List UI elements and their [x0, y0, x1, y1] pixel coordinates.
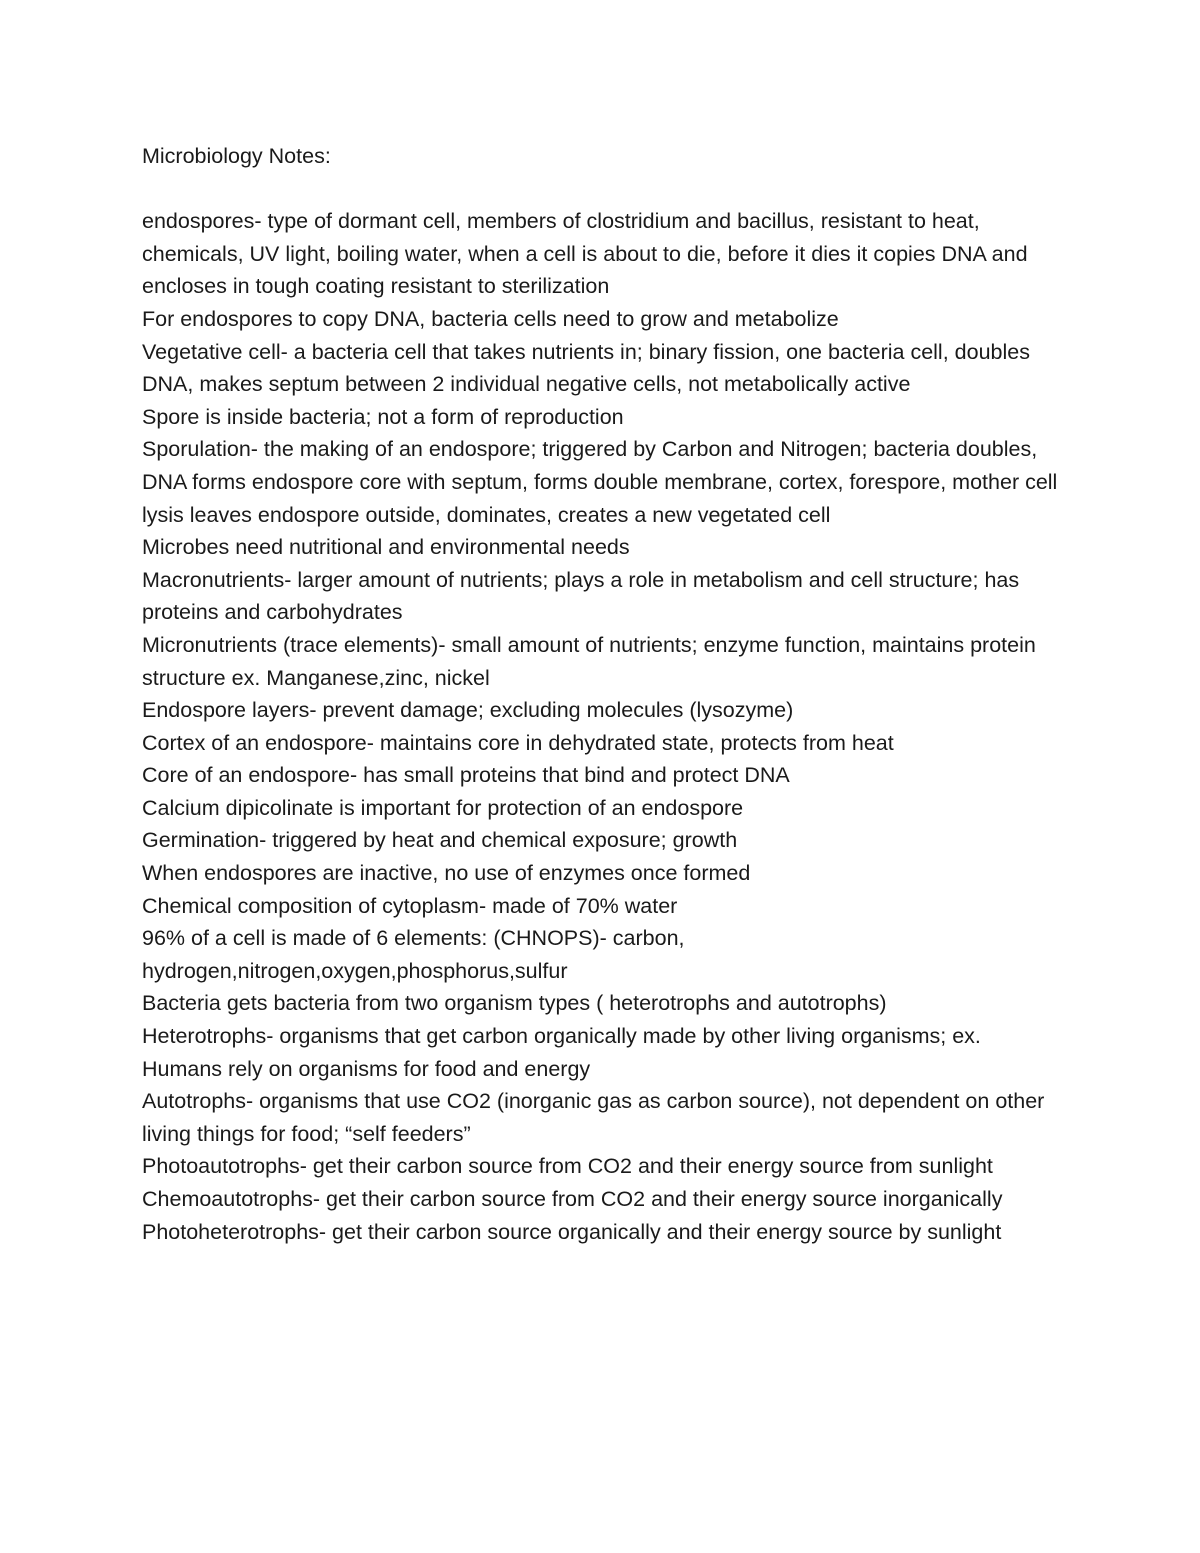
note-line: For endospores to copy DNA, bacteria cells need to grow and metabolize [142, 306, 839, 331]
document-title: Microbiology Notes: [142, 144, 331, 168]
note-line: Macronutrients- larger amount of nutrients; plays a role in metabolism and cell structure; has proteins and carbohydrates [142, 567, 1020, 625]
note-line: Micronutrients (trace elements)- small amount of nutrients; enzyme function, maintains protein structure ex. Manganese,zinc, nickel [142, 632, 1036, 690]
note-line: Photoheterotrophs- get their carbon source organically and their energy source by sunlight [142, 1219, 1002, 1244]
note-line: Germination- triggered by heat and chemical exposure; growth [142, 828, 738, 853]
note-line: Cortex of an endospore- maintains core in dehydrated state, protects from heat [142, 730, 894, 755]
note-line: Autotrophs- organisms that use CO2 (inorganic gas as carbon source), not dependent on other living things for food; “self feeders” [142, 1089, 1045, 1146]
document-body [142, 140, 1062, 1248]
note-line: Microbes need nutritional and environmental needs [142, 535, 630, 560]
note-line: endospores- type of dormant cell, members of clostridium and bacillus, resistant to heat, chemicals, UV light, boiling water, when a cell is about to die, before it dies it copies DNA and encloses in tough coating resistant to sterilization [142, 209, 1028, 299]
note-line: Sporulation- the making of an endospore; triggered by Carbon and Nitrogen; bacteria doubles, DNA forms endospore core with septum, forms double membrane, cortex, forespore, mother cell lysis leaves endospore outside, dominates, creates a new vegetated cell [142, 437, 1058, 527]
note-line: Spore is inside bacteria; not a form of reproduction [142, 404, 624, 429]
note-line: Core of an endospore- has small proteins that bind and protect DNA [142, 763, 790, 788]
note-line: 96% of a cell is made of 6 elements: (CHNOPS)- carbon, hydrogen,nitrogen,oxygen,phosphorus,sulfur [142, 926, 685, 983]
note-line: When endospores are inactive, no use of enzymes once formed [142, 861, 751, 886]
note-line: Bacteria gets bacteria from two organism types ( heterotrophs and autotrophs) [142, 991, 887, 1016]
note-line: Endospore layers- prevent damage; excluding molecules (lysozyme) [142, 698, 794, 723]
note-line: Chemical composition of cytoplasm- made of 70% water [142, 893, 678, 918]
note-line: Vegetative cell- a bacteria cell that takes nutrients in; binary fission, one bacteria cell, doubles DNA, makes septum between 2 individual negative cells, not metabolically active [142, 339, 1030, 397]
note-line: Heterotrophs- organisms that get carbon organically made by other living organisms; ex. Humans rely on organisms for food and energy [142, 1024, 981, 1081]
note-line: Photoautotrophs- get their carbon source from CO2 and their energy source from sunlight [142, 1154, 993, 1179]
note-line: Chemoautotrophs- get their carbon source from CO2 and their energy source inorganically [142, 1187, 1003, 1211]
note-line: Calcium dipicolinate is important for protection of an endospore [142, 795, 744, 820]
